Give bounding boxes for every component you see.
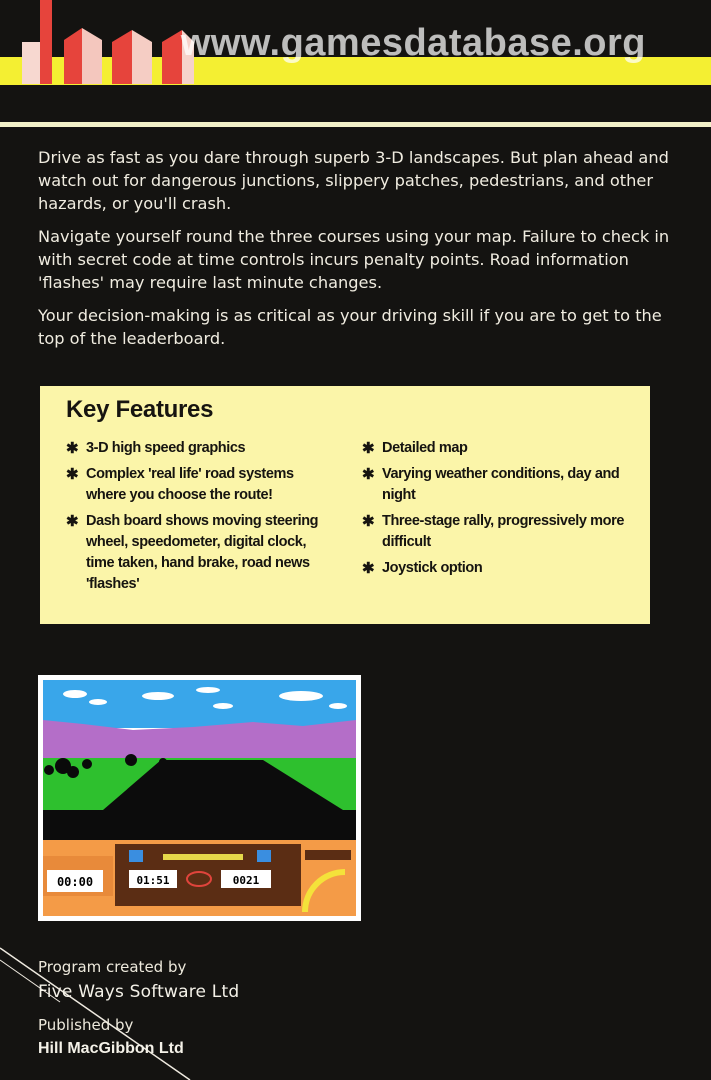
game-screenshot [38,675,361,921]
feature-item: ✱ Joystick option [362,560,483,577]
created-by-label: Program created by [38,958,187,976]
clock-readout: 00:00 [56,875,94,889]
feature-item: ✱ Dash board shows moving steering wheel, speedometer, digital clock, time taken, hand brake, road news 'flashes' [66,511,362,595]
header-banner [0,0,711,132]
feature-item: ✱ Varying weather conditions, day and night [362,464,632,506]
developer-name: Five Ways Software Ltd [38,982,240,1002]
intro-paragraph: Your decision-making is as critical as your driving skill if you are to get to the top of the leaderboard. [38,306,662,348]
feature-item: ✱ Complex 'real life' road systems where you choose the route! [66,464,362,506]
intro-paragraph: Navigate yourself round the three courses using your map. Failure to check in with secret code at time controls incurs penalty points. Road information 'flashes' may require last minute changes. [38,227,670,292]
game-scene [43,680,356,916]
asterisk-icon: ✱ [66,466,79,483]
score-readout: 0021 [232,874,260,887]
credits [38,958,239,1058]
watermark-text: www.gamesdatabase.org [180,22,646,64]
intro-text [38,146,688,360]
feature-item: ✱ Detailed map [362,440,468,457]
asterisk-icon: ✱ [362,440,375,457]
published-by-label: Published by [38,1016,134,1034]
features-left-column [66,438,362,600]
publisher-name: Hill MacGibbon Ltd [38,1040,184,1057]
asterisk-icon: ✱ [362,466,375,483]
asterisk-icon: ✱ [362,560,375,577]
asterisk-icon: ✱ [66,513,79,530]
time-taken-readout: 01:51 [136,874,170,887]
intro-paragraph: Drive as fast as you dare through superb 3-D landscapes. But plan ahead and watch out for dangerous junctions, slippery patches, pedestrians, and other hazards, or you'll crash. [38,148,669,213]
features-right-column [362,438,632,600]
feature-item: ✱ 3-D high speed graphics [66,440,246,457]
feature-item: ✱ Three-stage rally, progressively more difficult [362,511,632,553]
divider-line [0,122,711,127]
asterisk-icon: ✱ [362,513,375,530]
asterisk-icon: ✱ [66,440,79,457]
key-features-title: Key Features [66,396,214,423]
key-features-box [40,386,650,624]
